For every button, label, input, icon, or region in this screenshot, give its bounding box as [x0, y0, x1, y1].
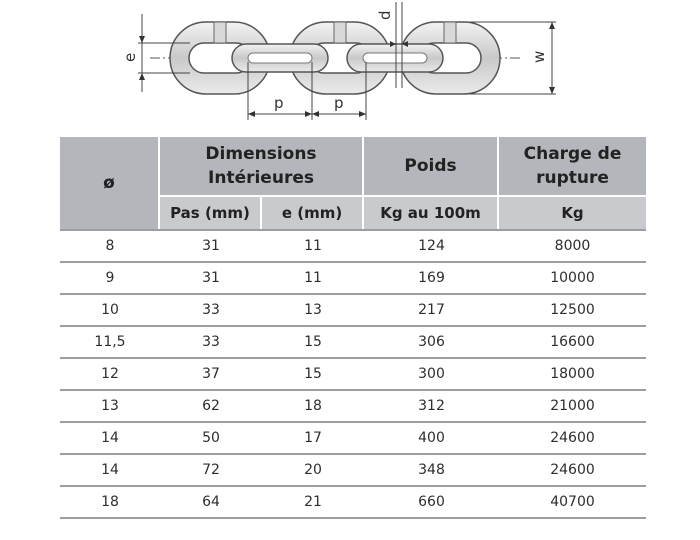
cell-charge: 24600	[499, 455, 646, 487]
cell-pas: 31	[160, 229, 262, 263]
table-row	[60, 295, 646, 327]
header-charge-line1: Charge de	[523, 144, 622, 164]
cell-e: 17	[262, 423, 364, 455]
cell-charge: 10000	[499, 263, 646, 295]
header-charge-rupture	[499, 137, 646, 197]
cell-pas: 31	[160, 263, 262, 295]
header-dimensions-line1: Dimensions	[205, 144, 317, 164]
dimension-label-e: e	[121, 52, 139, 62]
cell-e: 15	[262, 327, 364, 359]
table-row	[60, 263, 646, 295]
cell-diameter: 14	[60, 455, 160, 487]
cell-e: 18	[262, 391, 364, 423]
cell-charge: 12500	[499, 295, 646, 327]
cell-pas: 64	[160, 487, 262, 519]
cell-charge: 24600	[499, 423, 646, 455]
cell-diameter: 18	[60, 487, 160, 519]
cell-poids: 300	[364, 359, 499, 391]
header-charge-line2: rupture	[536, 168, 609, 188]
cell-poids: 348	[364, 455, 499, 487]
cell-poids: 660	[364, 487, 499, 519]
table-row	[60, 359, 646, 391]
cell-charge: 8000	[499, 229, 646, 263]
cell-e: 11	[262, 263, 364, 295]
cell-charge: 40700	[499, 487, 646, 519]
table-row	[60, 455, 646, 487]
chain-spec-table	[60, 137, 646, 519]
cell-diameter: 11,5	[60, 327, 160, 359]
chain-link-horizontal-2	[347, 44, 443, 72]
header-dimensions-line2: Intérieures	[208, 168, 314, 188]
cell-poids: 306	[364, 327, 499, 359]
subheader-kg: Kg	[499, 197, 646, 229]
table-row	[60, 423, 646, 455]
cell-pas: 72	[160, 455, 262, 487]
subheader-kg-100m: Kg au 100m	[364, 197, 499, 229]
table-row	[60, 391, 646, 423]
cell-pas: 62	[160, 391, 262, 423]
cell-e: 11	[262, 229, 364, 263]
table-row	[60, 327, 646, 359]
cell-e: 20	[262, 455, 364, 487]
cell-pas: 33	[160, 327, 262, 359]
subheader-e: e (mm)	[262, 197, 364, 229]
cell-pas: 37	[160, 359, 262, 391]
chain-diagram-svg	[0, 0, 700, 130]
dimension-label-p-1: p	[274, 94, 284, 112]
cell-diameter: 12	[60, 359, 160, 391]
cell-charge: 21000	[499, 391, 646, 423]
header-poids: Poids	[364, 137, 499, 197]
header-dimensions	[160, 137, 364, 197]
cell-diameter: 9	[60, 263, 160, 295]
cell-poids: 312	[364, 391, 499, 423]
cell-charge: 18000	[499, 359, 646, 391]
cell-diameter: 8	[60, 229, 160, 263]
subheader-pas: Pas (mm)	[160, 197, 262, 229]
dimension-label-w: w	[530, 50, 548, 63]
cell-e: 21	[262, 487, 364, 519]
cell-e: 15	[262, 359, 364, 391]
cell-poids: 400	[364, 423, 499, 455]
dimension-label-p-2: p	[334, 94, 344, 112]
cell-poids: 217	[364, 295, 499, 327]
cell-poids: 169	[364, 263, 499, 295]
cell-diameter: 10	[60, 295, 160, 327]
cell-pas: 50	[160, 423, 262, 455]
header-diameter: ø	[60, 137, 160, 229]
cell-poids: 124	[364, 229, 499, 263]
chain-link-horizontal-1	[232, 44, 328, 72]
cell-diameter: 14	[60, 423, 160, 455]
cell-e: 13	[262, 295, 364, 327]
dimension-label-d: d	[376, 10, 394, 20]
cell-charge: 16600	[499, 327, 646, 359]
cell-pas: 33	[160, 295, 262, 327]
cell-diameter: 13	[60, 391, 160, 423]
table-row	[60, 229, 646, 263]
table-row	[60, 487, 646, 519]
chain-link-diagram	[0, 0, 700, 130]
